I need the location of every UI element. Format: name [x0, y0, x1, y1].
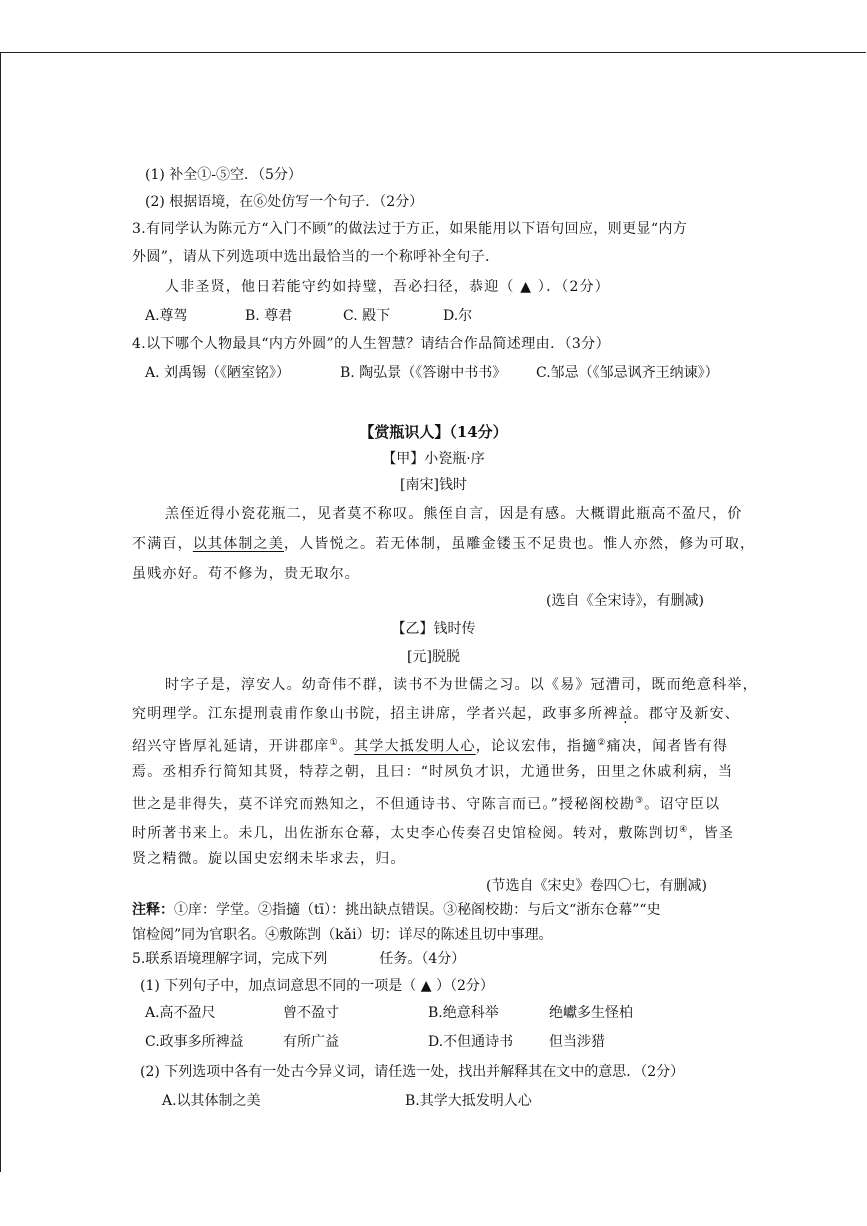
yi-text: 。诏守臣以 [644, 796, 721, 813]
q5-row2-c: C.政事多所裨益 [145, 1034, 244, 1050]
yi-text: ，皆圣 [688, 825, 735, 842]
q2-sub1: (1) 补全①-⑤空．（5分） [145, 167, 302, 183]
yi-text: 究明理学。江东提刑袁甫作象山书院，招主讲席，学者兴起，政事多所裨 [132, 706, 619, 722]
jia-paragraph-line3: 虽贱亦好。苟不修为，贵无取尔。 [132, 566, 360, 582]
q4-option-a: A. 刘禹锡（《陋室铭》） [145, 365, 291, 381]
q4-option-c: C.邹忌（《邹忌讽齐王纳谏》） [536, 365, 719, 381]
q5-option-a: A.以其体制之美 [162, 1093, 261, 1109]
yi-paragraph-line3 [132, 734, 728, 756]
note-marker-1: ① [329, 738, 339, 748]
q5-row1-b2: 绝巘多生怪柏 [549, 1005, 633, 1021]
notes-line2: 馆检阅”同为官职名。④敷陈剀（kǎi）切：详尽的陈述且切中事理。 [132, 927, 553, 943]
yi-author: [元]脱脱 [407, 649, 460, 665]
jia-text: ，人皆悦之。若无体制，虽雕金镂玉不足贵也。惟人亦然，修为可取， [284, 536, 756, 552]
q5-row2-d2: 但当涉猎 [549, 1034, 605, 1050]
q3-sentence: 人非圣贤，他日若能守约如持璧，吾必扫径，恭迎（ ▲ ）．（2分） [165, 279, 610, 295]
yi-paragraph-line4: 焉。丞相乔行简知其贤，特荐之朝，且曰：“时夙负才识，尤通世务，田里之休戚利病，当 [132, 764, 734, 780]
yi-paragraph-line2 [132, 705, 740, 723]
jia-author: [南宋]钱时 [400, 477, 467, 493]
note-marker-4: ④ [679, 825, 689, 835]
q3-stem-line2: 外圆”，请从下列选项中选出最恰当的一个称呼补全句子． [132, 249, 500, 265]
q5-stem-text: 任务。（4分） [379, 951, 466, 967]
yi-source: (节选自《宋史》卷四〇七，有删减) [486, 878, 707, 894]
notes-text: ①庠：学堂。②指擿（tī）：挑出缺点错误。③秘阁校勘：与后文“浙东仓幕”“史 [174, 902, 661, 918]
yi-text: 世之是非得失，莫不详究而熟知之，不但通诗书、守陈言而已。”授秘阁校勘 [132, 796, 635, 813]
notes-line1 [132, 901, 661, 919]
yi-paragraph-line7: 贤之精微。旋以国史宏纲未毕求去，归。 [132, 851, 406, 867]
notes-label: 注释： [132, 902, 174, 918]
jia-text: 不满百， [132, 536, 193, 552]
yi-text: 。 [338, 738, 355, 755]
q5-row1-a2: 曾不盈寸 [283, 1005, 339, 1021]
jia-paragraph-line2 [132, 535, 755, 553]
q5-stem-text: 5.联系语境理解字词，完成下列 [132, 951, 328, 967]
yi-title: 【乙】钱时传 [391, 621, 476, 637]
yi-underlined-phrase: 其学大抵发明人心 [354, 738, 476, 755]
q4-stem: 4.以下哪个人物最具“内方外圆”的人生智慧？请结合作品简述理由．（3分） [132, 336, 610, 352]
jia-underlined-phrase: 以其体制之美 [192, 536, 285, 552]
q5-option-b: B.其学大抵发明人心 [405, 1093, 532, 1109]
q2-sub2: (2) 根据语境，在⑥处仿写一个句子．（2分） [145, 194, 424, 210]
jia-title: 【甲】小瓷瓶·序 [382, 451, 485, 467]
yi-paragraph-line1: 时字子是，淳安人。幼奇伟不群，读书不为世儒之习。以《易》冠漕司，既而绝意科举， [165, 677, 758, 693]
yi-text: ，论议宏伟，指擿 [475, 738, 598, 755]
q3-option-a: A.尊驾 [145, 308, 188, 324]
jia-paragraph-line1: 羔侄近得小瓷花瓶二，见者莫不称叹。熊侄自言，因是有感。大概谓此瓶高不盈尺，价 [165, 506, 743, 522]
note-marker-2: ② [597, 738, 607, 748]
q3-option-d: D.尔 [443, 308, 473, 324]
yi-paragraph-line5 [132, 792, 720, 814]
q5-row2-d: D.不但通诗书 [428, 1034, 514, 1050]
jia-source: (选自《全宋诗》，有删减) [546, 593, 704, 609]
q5-stem [132, 950, 465, 968]
q5-sub2: (2) 下列选项中各有一处古今异义词，请任选一处，找出并解释其在文中的意思．（2分） [140, 1064, 685, 1080]
q5-row1-b: B.绝意科举 [428, 1005, 499, 1021]
q3-option-c: C. 殿下 [343, 308, 391, 324]
q3-stem-line1: 3.有同学认为陈元方“入门不顾”的做法过于方正，如果能用以下语句回应，则更显“内方 [132, 221, 688, 237]
yi-text: 时所著书来上。未几，出佐浙东仓幕，太史李心传奏召史馆检阅。转对，敷陈剀切 [132, 825, 680, 842]
yi-dotted-char: 益 [618, 706, 634, 722]
yi-text: 痛决，闻者皆有得 [606, 738, 729, 755]
q5-row2-c2: 有所广益 [283, 1034, 339, 1050]
yi-text: 绍兴守皆厚礼延请，开讲郡庠 [132, 738, 330, 755]
q3-option-b: B. 尊君 [245, 308, 293, 324]
yi-text: 。郡守及新安、 [633, 706, 741, 722]
yi-paragraph-line6 [132, 821, 734, 843]
section-title: 【赏瓶识人】（14分） [359, 423, 508, 441]
q4-option-b: B. 陶弘景（《答谢中书书》 [340, 365, 507, 381]
note-marker-3: ③ [634, 796, 645, 806]
q5-sub1: (1) 下列句子中，加点词意思不同的一项是（ ▲ ）（2分） [140, 978, 494, 994]
q5-row1-a: A.高不盈尺 [145, 1005, 216, 1021]
